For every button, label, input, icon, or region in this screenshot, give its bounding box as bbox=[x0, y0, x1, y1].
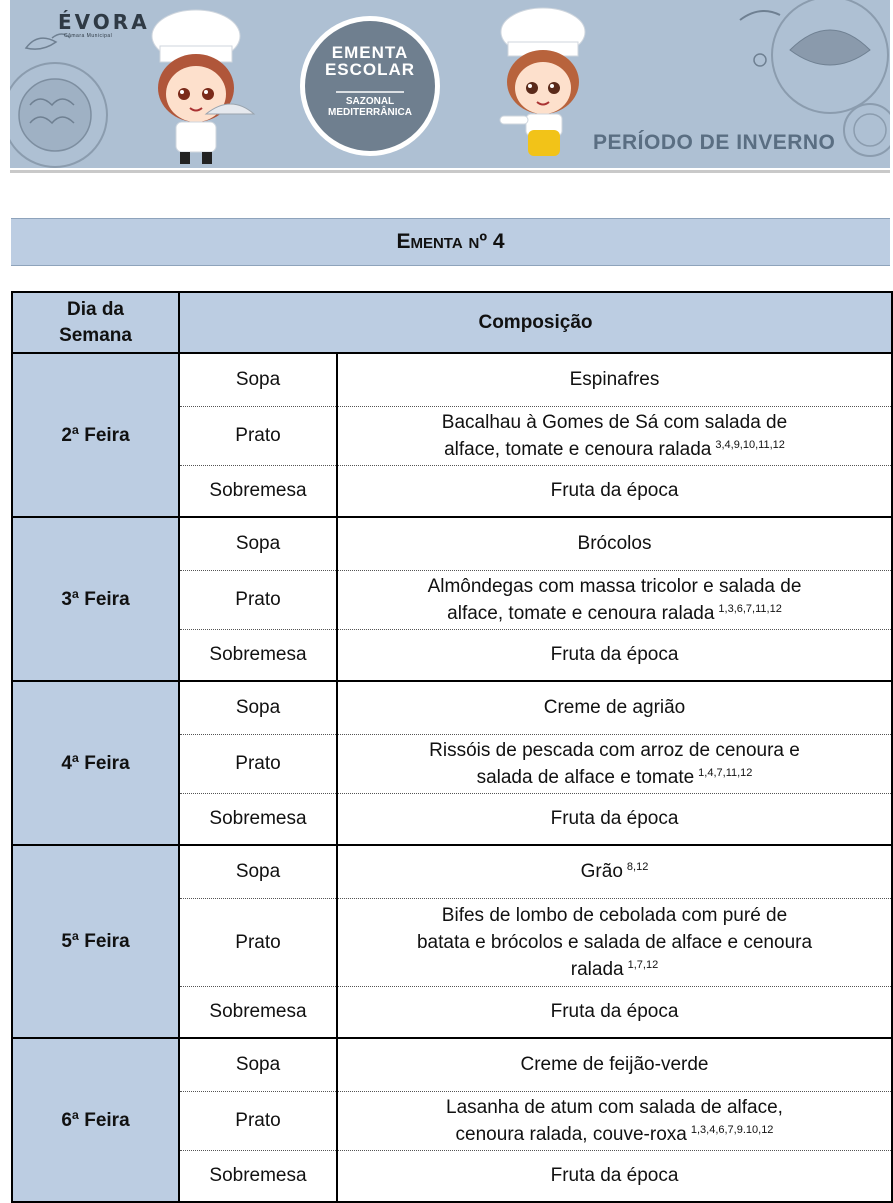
day-cell: 3ª Feira bbox=[12, 517, 179, 681]
table-row bbox=[12, 353, 892, 406]
category-soup: Sopa bbox=[179, 353, 337, 406]
allergens: 3,4,9,10,11,12 bbox=[715, 438, 785, 451]
main-dish-text: alface, tomate e cenoura ralada bbox=[447, 602, 715, 624]
main-dish bbox=[337, 898, 892, 986]
badge-title bbox=[298, 44, 442, 78]
soup-dish: Creme de agrião bbox=[337, 681, 892, 734]
main-dish-line bbox=[339, 956, 890, 983]
chef-boy-illustration-icon bbox=[136, 6, 266, 166]
main-dish-line: Bacalhau à Gomes de Sá com salada de bbox=[441, 411, 788, 433]
category-soup: Sopa bbox=[179, 1038, 337, 1091]
table-row bbox=[12, 845, 892, 898]
main-dish bbox=[337, 734, 892, 793]
table-row bbox=[12, 1038, 892, 1091]
soup-dish: Creme de feijão-verde bbox=[337, 1038, 892, 1091]
category-soup: Sopa bbox=[179, 845, 337, 898]
dessert-dish: Fruta da época bbox=[337, 465, 892, 517]
menu-title-bar bbox=[11, 218, 890, 266]
category-dessert: Sobremesa bbox=[179, 629, 337, 681]
dessert-dish: Fruta da época bbox=[337, 793, 892, 845]
allergens: 1,4,7,11,12 bbox=[698, 766, 753, 779]
category-soup: Sopa bbox=[179, 681, 337, 734]
badge-line-mediterranica: MEDITERRÂNICA bbox=[328, 107, 412, 118]
dessert-dish: Fruta da época bbox=[337, 1150, 892, 1202]
plate-decoration-left-icon bbox=[10, 55, 120, 168]
table-row bbox=[12, 517, 892, 570]
category-main: Prato bbox=[179, 734, 337, 793]
day-cell: 4ª Feira bbox=[12, 681, 179, 845]
main-dish bbox=[337, 570, 892, 629]
category-soup: Sopa bbox=[179, 517, 337, 570]
main-dish-text: ralada bbox=[570, 958, 624, 980]
chef-girl-illustration-icon bbox=[488, 4, 598, 164]
main-dish bbox=[337, 406, 892, 465]
soup-dish: Espinafres bbox=[337, 353, 892, 406]
badge-line-sazonal: SAZONAL bbox=[345, 96, 395, 107]
soup-dish-text: Grão bbox=[580, 861, 623, 883]
main-dish bbox=[337, 1091, 892, 1150]
main-dish-text: salada de alface e tomate bbox=[476, 766, 695, 788]
allergens: 8,12 bbox=[626, 861, 649, 874]
municipality-name: ÉVORA bbox=[58, 10, 150, 34]
bowl-decoration-icon bbox=[840, 100, 890, 160]
category-dessert: Sobremesa bbox=[179, 1150, 337, 1202]
main-dish-text: alface, tomate e cenoura ralada bbox=[444, 438, 712, 460]
day-cell: 2ª Feira bbox=[12, 353, 179, 517]
menu-table bbox=[11, 291, 893, 1203]
main-dish-line: Lasanha de atum com salada de alface, bbox=[446, 1096, 783, 1118]
soup-dish: Brócolos bbox=[337, 517, 892, 570]
ementa-badge-icon bbox=[298, 14, 442, 158]
main-dish-line: batata e brócolos e salada de alface e cenoura bbox=[416, 931, 813, 953]
menu-title: Ementa nº 4 bbox=[396, 230, 505, 253]
main-dish-line bbox=[339, 764, 890, 791]
allergens: 1,3,4,6,7,9.10,12 bbox=[690, 1123, 774, 1136]
column-header-composition: Composição bbox=[179, 292, 892, 353]
dessert-dish: Fruta da época bbox=[337, 629, 892, 681]
main-dish-line bbox=[339, 1121, 890, 1148]
main-dish-line bbox=[339, 600, 890, 627]
category-dessert: Sobremesa bbox=[179, 793, 337, 845]
main-dish-line: Bifes de lombo de cebolada com puré de bbox=[441, 904, 788, 926]
main-dish-line bbox=[339, 436, 890, 463]
allergens: 1,3,6,7,11,12 bbox=[718, 602, 782, 615]
day-cell: 5ª Feira bbox=[12, 845, 179, 1038]
main-dish-line: Rissóis de pescada com arroz de cenoura e bbox=[429, 739, 800, 761]
badge-subtitle bbox=[298, 96, 442, 118]
badge-line-escolar: ESCOLAR bbox=[324, 60, 416, 79]
category-main: Prato bbox=[179, 1091, 337, 1150]
header-banner bbox=[10, 0, 890, 168]
column-header-day-text: Dia da Semana bbox=[59, 298, 132, 346]
category-main: Prato bbox=[179, 898, 337, 986]
header-divider bbox=[10, 170, 890, 173]
category-main: Prato bbox=[179, 570, 337, 629]
badge-line-ementa: EMENTA bbox=[331, 43, 409, 62]
main-dish-text: cenoura ralada, couve-roxa bbox=[455, 1123, 687, 1145]
category-dessert: Sobremesa bbox=[179, 465, 337, 517]
period-label: PERÍODO DE INVERNO bbox=[593, 131, 836, 154]
column-header-day bbox=[12, 292, 179, 353]
soup-dish bbox=[337, 845, 892, 898]
category-dessert: Sobremesa bbox=[179, 986, 337, 1038]
table-header-row bbox=[12, 292, 892, 353]
dessert-dish: Fruta da época bbox=[337, 986, 892, 1038]
main-dish-line: Almôndegas com massa tricolor e salada de bbox=[427, 575, 802, 597]
allergens: 1,7,12 bbox=[627, 958, 659, 971]
municipality-subtitle: Câmara Municipal bbox=[64, 33, 113, 39]
category-main: Prato bbox=[179, 406, 337, 465]
table-row bbox=[12, 681, 892, 734]
day-cell: 6ª Feira bbox=[12, 1038, 179, 1202]
